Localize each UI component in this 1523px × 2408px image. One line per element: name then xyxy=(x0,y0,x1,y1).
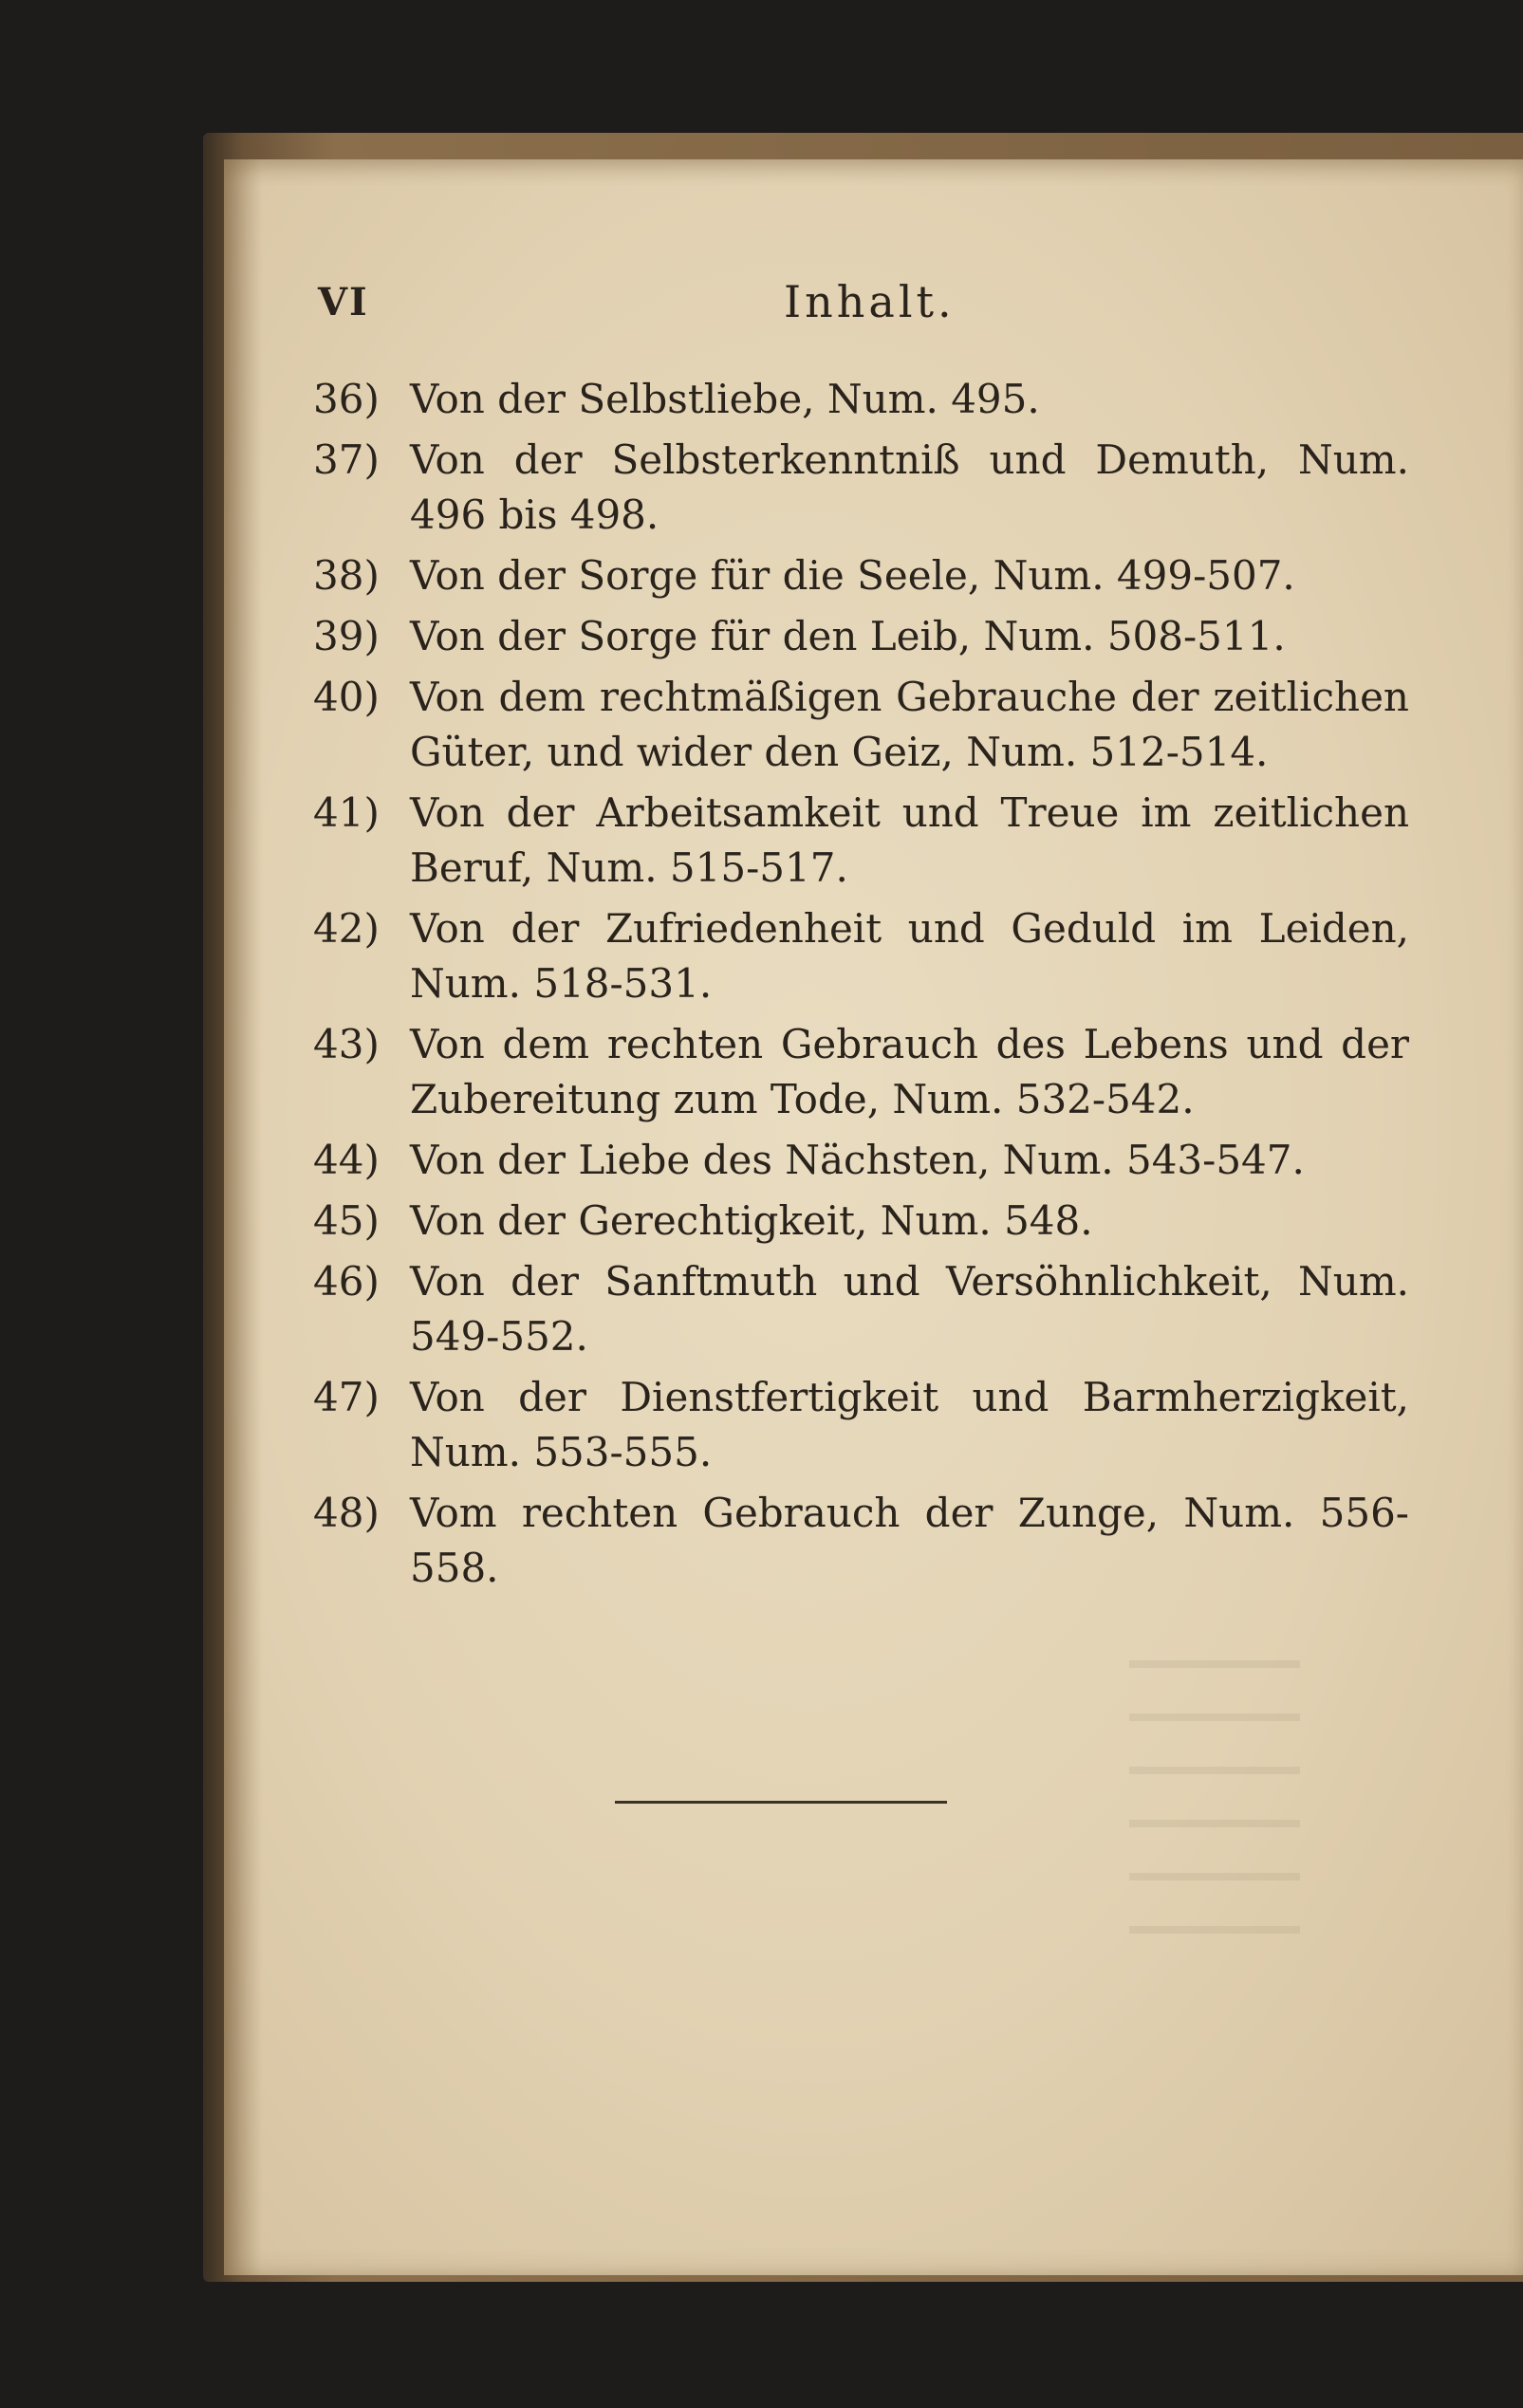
toc-entry-36 xyxy=(313,372,1409,427)
entry-number: 48) xyxy=(313,1490,380,1536)
bleed-through-text xyxy=(1129,1660,1300,1945)
entry-text: Vom rechten Gebrauch der Zunge, Num. 556-558. xyxy=(410,1490,1409,1591)
entry-text: Von dem rechten Gebrauch des Lebens und der Zubereitung zum Tode, Num. 532-542. xyxy=(410,1021,1409,1122)
toc-entry-48 xyxy=(313,1486,1409,1596)
entry-text: Von der Zufriedenheit und Geduld im Leiden, Num. 518-531. xyxy=(410,905,1409,1007)
entry-number: 41) xyxy=(313,789,380,836)
entry-text: Von dem rechtmäßigen Gebrauche der zeitlichen Güter, und wider den Geiz, Num. 512-514. xyxy=(410,674,1409,775)
entry-number: 45) xyxy=(313,1197,380,1244)
entry-number: 37) xyxy=(313,436,380,483)
spine-shadow xyxy=(224,159,262,2275)
toc-entry-40 xyxy=(313,670,1409,780)
page-header xyxy=(318,276,1409,337)
entry-text: Von der Sorge für die Seele, Num. 499-507. xyxy=(410,552,1295,599)
toc-entry-42 xyxy=(313,901,1409,1011)
table-of-contents xyxy=(313,372,1409,1602)
entry-number: 36) xyxy=(313,376,380,422)
entry-number: 42) xyxy=(313,905,380,952)
entry-number: 38) xyxy=(313,552,380,599)
entry-number: 43) xyxy=(313,1021,380,1067)
entry-number: 40) xyxy=(313,674,380,720)
toc-entry-39 xyxy=(313,609,1409,664)
toc-entry-41 xyxy=(313,786,1409,896)
toc-entry-45 xyxy=(313,1194,1409,1249)
section-divider-rule xyxy=(615,1801,947,1804)
entry-number: 46) xyxy=(313,1258,380,1305)
toc-entry-43 xyxy=(313,1017,1409,1127)
toc-entry-37 xyxy=(313,433,1409,543)
entry-text: Von der Dienstfertigkeit und Barmherzigkeit, Num. 553-555. xyxy=(410,1374,1409,1475)
toc-entry-44 xyxy=(313,1133,1409,1188)
entry-number: 47) xyxy=(313,1374,380,1420)
entry-text: Von der Liebe des Nächsten, Num. 543-547. xyxy=(410,1137,1305,1183)
entry-number: 39) xyxy=(313,613,380,659)
entry-text: Von der Arbeitsamkeit und Treue im zeitlichen Beruf, Num. 515-517. xyxy=(410,789,1409,891)
toc-entry-47 xyxy=(313,1370,1409,1480)
entry-text: Von der Sanftmuth und Versöhnlichkeit, Num. 549-552. xyxy=(410,1258,1409,1360)
page-number: VI xyxy=(318,280,369,324)
entry-text: Von der Sorge für den Leib, Num. 508-511. xyxy=(410,613,1286,659)
entry-text: Von der Selbsterkenntniß und Demuth, Num. 496 bis 498. xyxy=(410,436,1409,538)
entry-number: 44) xyxy=(313,1137,380,1183)
entry-text: Von der Gerechtigkeit, Num. 548. xyxy=(410,1197,1093,1244)
toc-entry-46 xyxy=(313,1254,1409,1364)
entry-text: Von der Selbstliebe, Num. 495. xyxy=(410,376,1040,422)
running-head: Inhalt. xyxy=(784,276,956,327)
toc-entry-38 xyxy=(313,548,1409,603)
